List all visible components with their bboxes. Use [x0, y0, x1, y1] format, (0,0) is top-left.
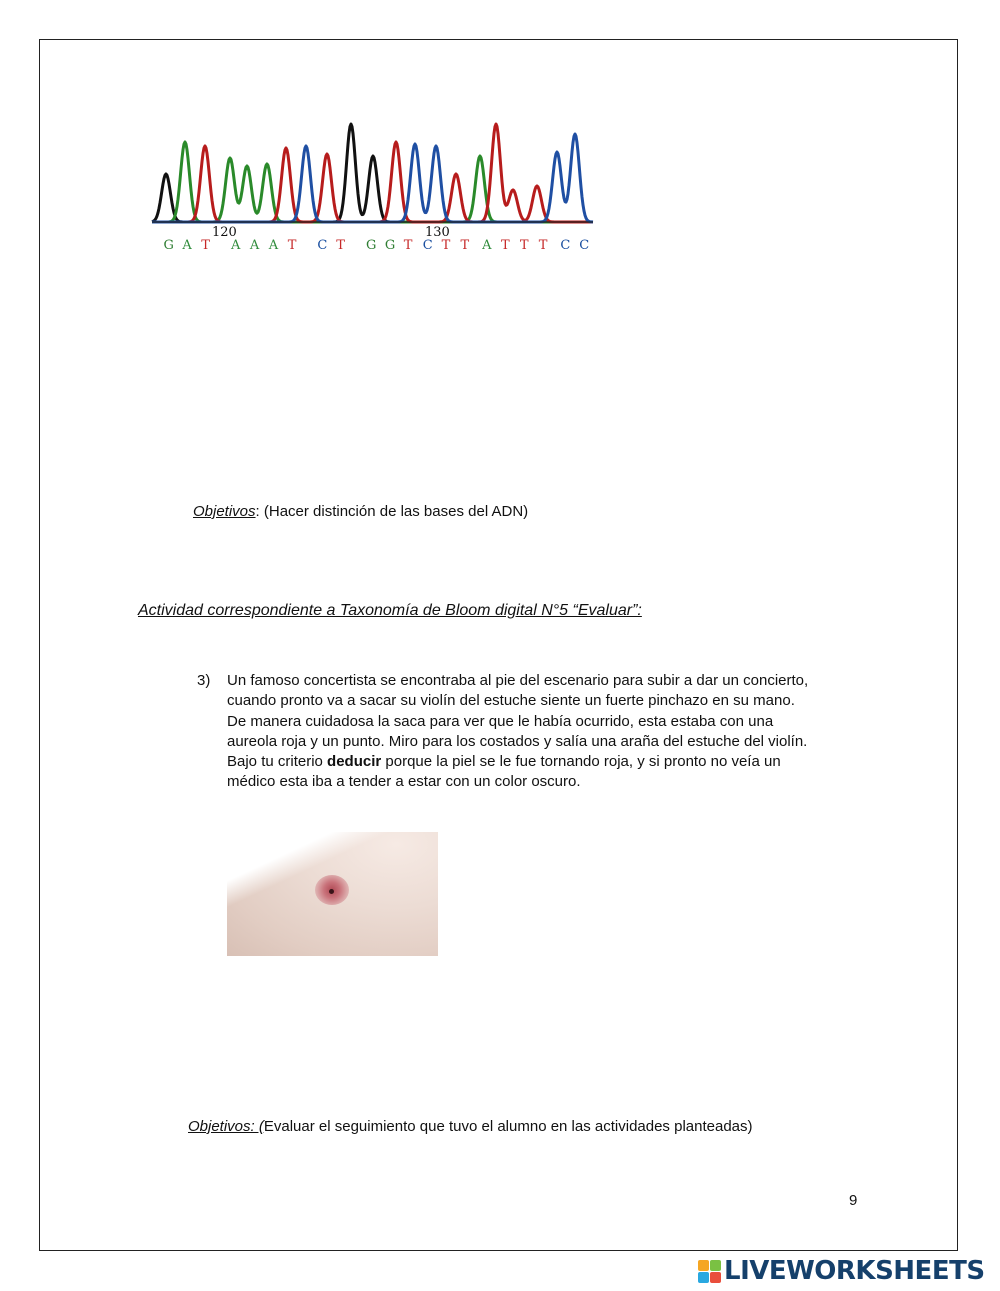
base-letter: A — [249, 238, 260, 253]
base-letter: C — [579, 238, 590, 253]
objective-1 — [193, 502, 528, 522]
spider-bite-photo — [227, 832, 438, 956]
base-letter: T — [441, 238, 451, 253]
bite-puncture — [329, 889, 334, 894]
base-letter: A — [482, 238, 492, 253]
logo-square — [710, 1272, 721, 1283]
tick-label-130: 130 — [425, 225, 450, 240]
question-keyword: deducir — [327, 753, 382, 771]
objective-2-text: Evaluar el seguimiento que tuvo el alumno en las actividades planteadas) — [263, 1118, 753, 1135]
base-sequence — [164, 238, 590, 253]
base-letter: A — [231, 238, 241, 253]
trace-green — [152, 142, 593, 222]
activity-heading: Actividad correspondiente a Taxonomía de Bloom digital N°5 “Evaluar”: — [138, 602, 642, 619]
question-text: porque la piel se le fue tornando roja, y si pronto no veía un — [381, 753, 781, 771]
trace-red — [152, 124, 593, 222]
base-letter: G — [366, 238, 377, 253]
liveworksheets-brand[interactable] — [698, 1257, 985, 1285]
base-letter: T — [201, 238, 210, 253]
base-letter: T — [336, 238, 345, 253]
question-line: aureola roja y un punto. Miro para los costados y salía una araña del estuche del violín. — [227, 732, 808, 750]
question-line: De manera cuidadosa la saca para ver que le había ocurrido, esta estaba con una — [227, 712, 774, 730]
base-letter: T — [460, 238, 470, 253]
question-number: 3) — [197, 672, 211, 689]
question-line: Un famoso concertista se encontraba al pie del escenario para subir a dar un concierto, — [227, 672, 809, 689]
question-line: cuando pronto va a sacar su violín del estuche siente un fuerte pinchazo en su mano. — [227, 692, 795, 710]
trace-blue — [152, 134, 593, 222]
logo-square — [698, 1260, 709, 1271]
chromatogram-traces — [152, 124, 593, 222]
base-letter: C — [560, 238, 571, 253]
base-letter: A — [182, 238, 192, 253]
dna-chromatogram — [150, 110, 595, 255]
base-letter: A — [268, 238, 279, 253]
base-letter: T — [501, 238, 510, 253]
question-text: Bajo tu criterio — [227, 753, 328, 771]
objective-1-label: Objetivos — [193, 503, 256, 520]
base-letter: T — [403, 238, 413, 253]
page-number: 9 — [849, 1192, 858, 1209]
objective-1-text: : (Hacer distinción de las bases del ADN) — [255, 503, 529, 520]
question-line: médico esta iba a tender a estar con un color oscuro. — [227, 773, 581, 791]
base-letter: C — [317, 238, 328, 253]
base-letter: T — [538, 238, 548, 253]
brand-name: LIVEWORKSHEETS — [724, 1256, 985, 1286]
base-letter: T — [519, 238, 529, 253]
logo-square — [698, 1272, 709, 1283]
tick-label-120: 120 — [212, 225, 237, 240]
trace-black — [152, 124, 593, 222]
question-line — [227, 752, 867, 772]
base-letter: C — [422, 238, 433, 253]
liveworksheets-logo-icon — [698, 1260, 721, 1283]
logo-square — [710, 1260, 721, 1271]
base-letter: G — [163, 238, 174, 253]
question-body — [227, 671, 867, 793]
base-letter: T — [287, 238, 297, 253]
objective-2 — [188, 1117, 753, 1137]
objective-2-label: Objetivos: ( — [188, 1118, 264, 1135]
base-letter: G — [384, 238, 396, 253]
